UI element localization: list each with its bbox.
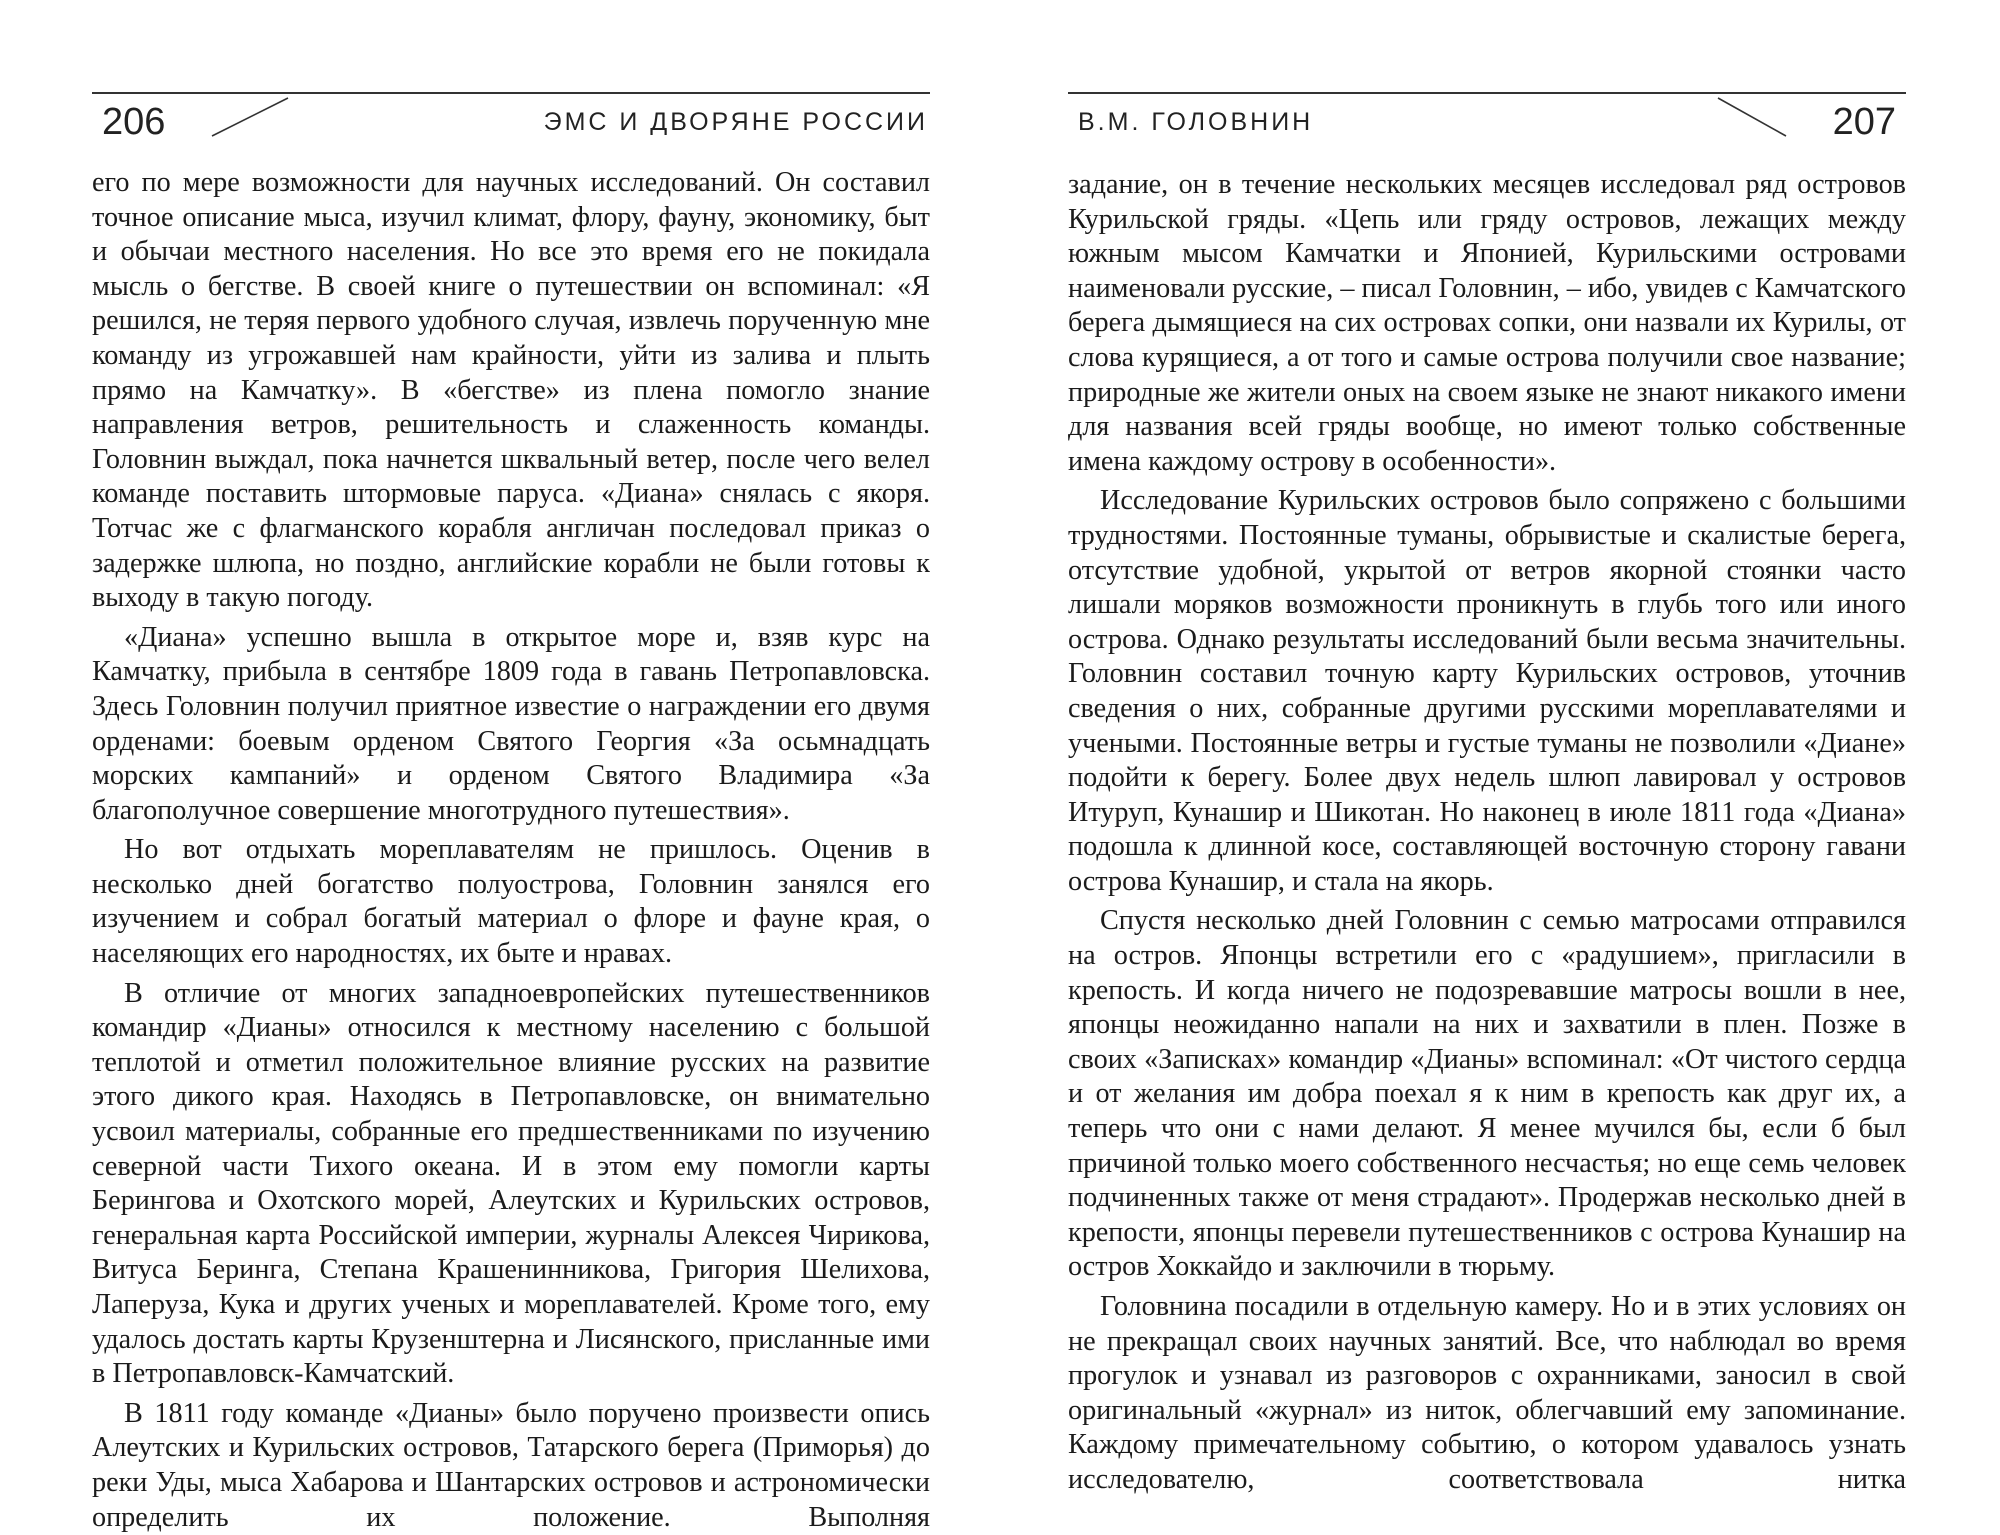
paragraph: В 1811 году команде «Дианы» было поручено произвести опись Алеутских и Курильских островов, Татарского берега (Приморья) до реки Уды, мыса Хабарова и Шантарских островов и астрономически определить их положение. Выполняя <box>92 1397 930 1533</box>
paragraph: В отличие от многих западноевропейских путешественников командир «Дианы» относился к местному населению с большой теплотой и отметил положительное влияние русских на развитие этого дикого края. Находясь в Петропавловске, он внимательно усвоил материалы, собранные его предшественниками по изучению северной части Тихого океана. И в этом ему помогли карты Берингова и Охотского морей, Алеутских и Курильских островов, генеральная карта Российской империи, журналы Алексея Чирикова, Витуса Беринга, Степана Крашенинникова, Григория Шелихова, Лаперуза, Кука и других ученых и мореплавателей. Кроме того, ему удалось достать карты Крузенштерна и Лисянского, присланные ими в Петропавловск-Камчатский. <box>92 977 930 1390</box>
right-page <box>1068 0 1906 1522</box>
page-number: 207 <box>1832 101 1896 143</box>
left-page-text <box>92 166 930 1535</box>
page-number: 206 <box>102 101 166 143</box>
right-page-text <box>1068 168 1906 1498</box>
left-page <box>92 0 930 1533</box>
paragraph: «Диана» успешно вышла в открытое море и, взяв курс на Камчатку, прибыла в сентябре 1809 года в гавань Петропавловска. Здесь Головнин получил приятное известие о награждении его двумя орденами: боевым орденом Святого Георгия «За осьмнадцать морских кампаний» и орденом Святого Владимира «За благополучное совершение многотрудного путешествия». <box>92 621 930 826</box>
paragraph: Исследование Курильских островов было сопряжено с большими трудностями. Постоянные туманы, обрывистые и скалистые берега, отсутствие удобной, укрытой от ветров якорной стоянки часто лишали моряков возможности проникнуть в глубь того или иного острова. Однако результаты исследований были весьма значительны. Головнин составил точную карту Курильских островов, уточнив сведения о них, собранные другими русскими мореплавателями и учеными. Постоянные ветры и густые туманы не позволили «Диане» подойти к берегу. Более двух недель шлюп лавировал у островов Итуруп, Кунашир и Шикотан. Но наконец в июле 1811 года «Диана» подошла к длинной косе, составляющей восточную сторону гавани острова Кунашир, и стала на якорь. <box>1068 485 1906 897</box>
left-page-header <box>92 92 930 150</box>
running-head: ЭМС И ДВОРЯНЕ РОССИИ <box>543 108 928 136</box>
paragraph: Головнина посадили в отдельную камеру. Но и в этих условиях он не прекращал своих научных занятий. Все, что наблюдал во время прогулок и узнавал из разговоров с охранниками, заносил в свой оригинальный «журнал» из ниток, облегчавший ему запоминание. Каждому примечательному событию, о котором удавалось узнать исследователю, соответствовала нитка <box>1068 1291 1906 1495</box>
paragraph: Спустя несколько дней Головнин с семью матросами отправился на остров. Японцы встретили его с «радушием», пригласили в крепость. И когда ничего не подозревавшие матросы вошли в нее, японцы неожиданно напали на них и захватили в плен. Позже в своих «Записках» командир «Дианы» вспоминал: «От чистого сердца и от желания им добра поехал я к ним в крепость как друг их, а теперь что они с нами делают. Я менее мучился бы, если б был причиной только моего собственного несчастья; но еще семь человек подчиненных также от меня страдают». Продержав несколько дней в крепости, японцы перевели путешественников с острова Кунашир на остров Хоккайдо и заключили в тюрьму. <box>1068 905 1906 1283</box>
paragraph: Но вот отдыхать мореплавателям не пришлось. Оценив в несколько дней богатство полуострова, Головнин занялся его изучением и собрал богатый материал о флоре и фауне края, о населяющих его народностях, их быте и нравах. <box>92 834 930 970</box>
right-page-header <box>1068 92 1906 150</box>
paragraph: задание, он в течение нескольких месяцев исследовал ряд островов Курильской гряды. «Цепь или гряду островов, лежащих между южным мысом Камчатки и Японией, Курильскими островами наименовали русские, – писал Головнин, – ибо, увидев с Камчатского берега дымящиеся на сих островах сопки, они назвали их Курилы, от слова курящиеся, а от того и самые острова получили свое название; природные же жители оных на своем языке не знают никакого имени для названия всей гряды вообще, но имеют только собственные имена каждому острову в особенности». <box>1068 169 1906 477</box>
paragraph: его по мере возможности для научных исследований. Он составил точное описание мыса, изучил климат, флору, фауну, экономику, быт и обычаи местного населения. Но все это время его не покидала мысль о бегстве. В своей книге о путешествии он вспоминал: «Я решился, не теряя первого удобного случая, извлечь порученную мне команду из угрожавшей нам крайности, уйти из залива и плыть прямо на Камчатку». В «бегстве» из плена помогло знание направления ветров, решительность и слаженность команды. Головнин выждал, пока начнется шквальный ветер, после чего велел команде поставить штормовые паруса. «Диана» снялась с якоря. Тотчас же с флагманского корабля англичан последовал приказ о задержке шлюпа, но поздно, английские корабли не были готовы к выходу в такую погоду. <box>92 167 930 614</box>
running-head: В.М. ГОЛОВНИН <box>1078 108 1314 136</box>
